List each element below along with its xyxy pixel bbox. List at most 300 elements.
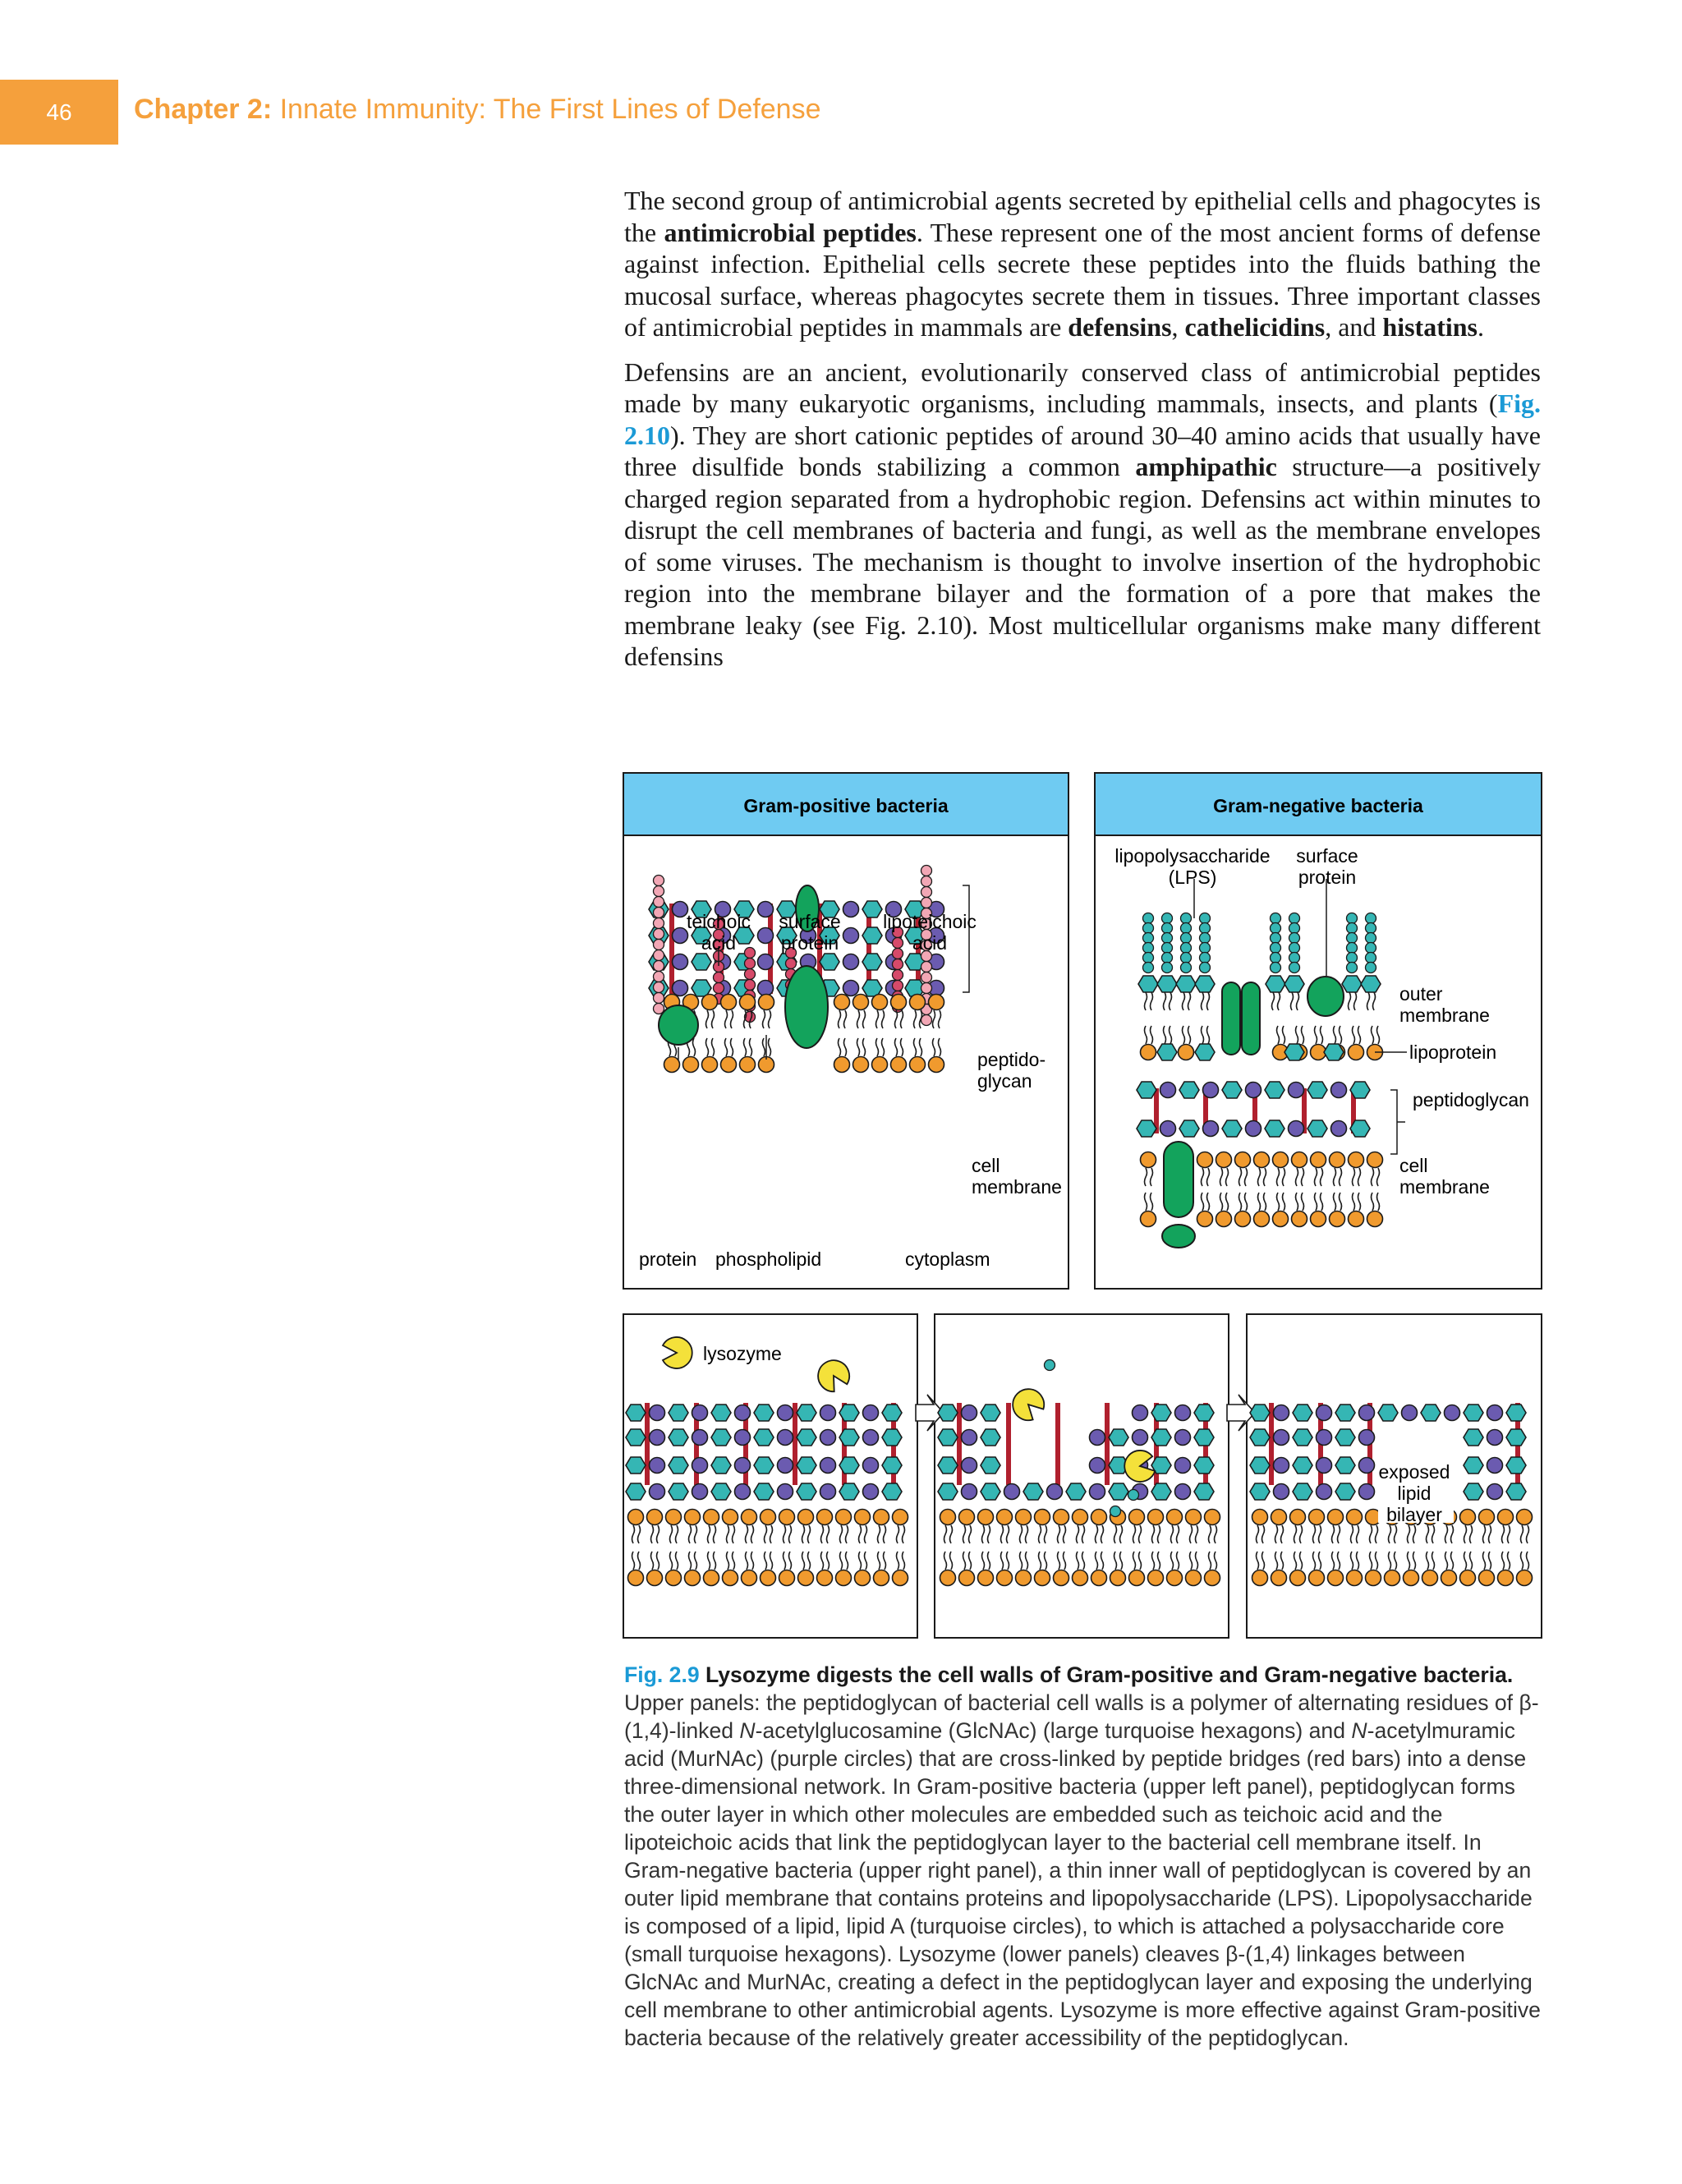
lipid-head: [759, 995, 774, 1010]
murnac-circle: [1317, 1458, 1332, 1474]
murnac-circle: [673, 902, 688, 917]
lipid-head: [704, 1510, 719, 1525]
murnac-circle: [778, 1484, 793, 1500]
glcnac-hexagon: [1194, 1429, 1214, 1446]
lps-core: [1271, 963, 1281, 973]
figure-link[interactable]: Fig. 2.10: [624, 389, 1541, 450]
lipid-head: [1197, 1152, 1213, 1168]
lipid-a: [1176, 976, 1196, 992]
label-membrane: membrane: [972, 1176, 1062, 1198]
lipoteichoic-bead: [893, 970, 903, 981]
murnac-circle: [1487, 1458, 1503, 1474]
glcnac-hexagon: [1250, 1405, 1270, 1421]
lipid-head: [742, 1510, 757, 1525]
glcnac-hexagon: [669, 1429, 688, 1446]
glcnac-hexagon: [669, 1483, 688, 1500]
murnac-circle: [820, 1405, 836, 1421]
glcnac-hexagon: [981, 1457, 1000, 1474]
lipid-head: [853, 1057, 869, 1073]
lps-core: [1347, 963, 1358, 973]
lipid-head: [1517, 1570, 1533, 1586]
lipid-head: [685, 1570, 701, 1586]
lps-core: [1366, 953, 1376, 963]
lipoteichoic-bead: [921, 962, 932, 972]
glcnac-hexagon: [882, 1429, 902, 1446]
glcnac-hexagon: [882, 1405, 902, 1421]
murnac-circle: [650, 1405, 665, 1421]
glcnac-hexagon: [862, 954, 882, 970]
lps-core: [1162, 963, 1173, 973]
lipid-head: [1216, 1212, 1232, 1227]
lipid-head: [1273, 1152, 1289, 1168]
lipoprotein-anchor: [1195, 1044, 1215, 1060]
lps-core: [1347, 953, 1358, 963]
lipid-head: [702, 995, 718, 1010]
lps-core: [1347, 923, 1358, 934]
lipid-head: [1016, 1570, 1032, 1586]
lps-core: [1143, 923, 1154, 934]
body-text: [624, 185, 1541, 686]
lipid-head: [997, 1510, 1013, 1525]
lipid-head: [1186, 1510, 1202, 1525]
glcnac-hexagon: [1137, 1082, 1156, 1098]
glcnac-hexagon: [626, 1405, 646, 1421]
lipid-head: [702, 1057, 718, 1073]
caption-italic: N: [739, 1718, 756, 1743]
murnac-circle: [650, 1458, 665, 1474]
lipid-head: [647, 1510, 663, 1525]
lipid-head: [1054, 1510, 1069, 1525]
murnac-circle: [1274, 1484, 1289, 1500]
murnac-circle: [673, 928, 688, 944]
lysozyme-panels: [623, 1314, 1542, 1638]
lipid-head: [664, 1057, 680, 1073]
glcnac-hexagon: [839, 1429, 859, 1446]
label-lipoteichoic: lipoteichoic: [883, 911, 977, 932]
murnac-circle: [1402, 1405, 1418, 1421]
murnac-circle: [820, 1458, 836, 1474]
text-run: ). They are short cationic peptides of around 30–40 amino acids that usually have three disulfide bonds stabilizing a common: [624, 420, 1541, 481]
murnac-circle: [962, 1405, 977, 1421]
lipid-head: [1235, 1212, 1251, 1227]
glcnac-hexagon: [797, 1429, 816, 1446]
murnac-circle: [735, 1484, 751, 1500]
lipid-head: [1035, 1570, 1050, 1586]
lipid-head: [761, 1510, 776, 1525]
label-lipopolysaccharide: lipopolysaccharide: [1114, 845, 1271, 867]
lipid-head: [874, 1510, 889, 1525]
figure-2-9: [623, 772, 1542, 1639]
murnac-circle: [1317, 1430, 1332, 1446]
glcnac-hexagon: [1109, 1429, 1128, 1446]
glcnac-hexagon: [938, 1429, 958, 1446]
murnac-circle: [820, 1484, 836, 1500]
lipid-head: [1035, 1510, 1050, 1525]
lps-core: [1271, 923, 1281, 934]
lipid-head: [685, 1510, 701, 1525]
glcnac-hexagon: [1464, 1405, 1483, 1421]
lipid-head: [1148, 1570, 1164, 1586]
glcnac-hexagon: [669, 1405, 688, 1421]
murnac-circle: [1317, 1405, 1332, 1421]
lipid-head: [1252, 1510, 1268, 1525]
lipid-head: [1110, 1570, 1126, 1586]
text-run: The second group of antimicrobial agents secreted by epithelial cells and phagocytes is the: [624, 186, 1541, 247]
lipid-head: [855, 1570, 871, 1586]
murnac-circle: [673, 981, 688, 996]
murnac-circle: [758, 928, 774, 944]
label-protein: protein: [1298, 867, 1357, 888]
glcnac-hexagon: [981, 1483, 1000, 1500]
murnac-circle: [843, 902, 859, 917]
lipid-head: [628, 1510, 644, 1525]
lps-core: [1347, 943, 1358, 954]
glcnac-hexagon: [839, 1483, 859, 1500]
lipid-head: [1460, 1570, 1476, 1586]
murnac-circle: [778, 1458, 793, 1474]
membrane-protein: [1164, 1142, 1193, 1217]
glcnac-hexagon: [1023, 1483, 1043, 1500]
label-membrane: membrane: [1399, 1005, 1490, 1026]
lipid-head: [1292, 1152, 1307, 1168]
lipid-a: [1266, 976, 1285, 992]
lipid-head: [910, 995, 926, 1010]
lipid-head: [891, 1057, 907, 1073]
glcnac-hexagon: [1506, 1483, 1526, 1500]
lipid-head: [997, 1570, 1013, 1586]
glcnac-hexagon: [711, 1457, 731, 1474]
lps-core: [1289, 963, 1300, 973]
lipid-head: [1254, 1152, 1270, 1168]
glcnac-hexagon: [626, 1429, 646, 1446]
lipid-head: [978, 1510, 994, 1525]
lipoteichoic-bead: [893, 959, 903, 970]
teichoic-bead: [714, 972, 724, 983]
caption-text: -acetylglucosamine (GlcNAc) (large turquoise hexagons) and: [755, 1718, 1352, 1743]
lipid-head: [1054, 1570, 1069, 1586]
lipid-head: [1141, 1152, 1156, 1168]
lipid-head: [978, 1570, 994, 1586]
murnac-circle: [1175, 1458, 1191, 1474]
murnac-circle: [1274, 1458, 1289, 1474]
murnac-circle: [778, 1405, 793, 1421]
teichoic-bead: [786, 959, 797, 969]
teichoic-bead: [654, 908, 664, 918]
glcnac-fragment: [1128, 1490, 1139, 1501]
lipid-head: [1517, 1510, 1533, 1525]
lipoteichoic-bead: [921, 866, 932, 876]
murnac-circle: [692, 1458, 708, 1474]
teichoic-bead: [654, 961, 664, 972]
lipid-head: [721, 995, 737, 1010]
porin-protein: [1222, 982, 1240, 1055]
label-lipid: lipid: [1397, 1483, 1432, 1504]
lipid-head: [740, 995, 756, 1010]
murnac-circle: [1359, 1484, 1375, 1500]
lps-core: [1347, 913, 1358, 924]
glcnac-hexagon: [1194, 1483, 1214, 1500]
lipid-head: [1498, 1510, 1514, 1525]
lipid-head: [1016, 1510, 1032, 1525]
murnac-circle: [1090, 1484, 1105, 1500]
lipid-a: [1195, 976, 1215, 992]
lipoteichoic-bead: [921, 983, 932, 994]
glcnac-hexagon: [1506, 1457, 1526, 1474]
lipoteichoic-bead: [921, 876, 932, 887]
murnac-circle: [1246, 1083, 1262, 1098]
lipid-head: [798, 1570, 814, 1586]
glcnac-hexagon: [1137, 1120, 1156, 1137]
glcnac-hexagon: [1179, 1120, 1199, 1137]
lipid-head: [872, 995, 888, 1010]
lps-core: [1271, 943, 1281, 954]
murnac-circle: [1175, 1430, 1191, 1446]
lipid-head: [1271, 1570, 1287, 1586]
murnac-circle: [650, 1430, 665, 1446]
label-surface: surface: [1296, 845, 1358, 867]
lipid-head: [929, 1057, 944, 1073]
glcnac-hexagon: [754, 1429, 774, 1446]
lipid-head: [1271, 1510, 1287, 1525]
label-protein: protein: [780, 932, 839, 954]
page-number: 46: [0, 80, 118, 145]
murnac-circle: [843, 981, 859, 996]
lipid-head: [723, 1570, 738, 1586]
glcnac-hexagon: [1506, 1429, 1526, 1446]
lps-core: [1162, 943, 1173, 954]
lipid-head: [1205, 1510, 1220, 1525]
glcnac-hexagon: [1335, 1405, 1355, 1421]
porin-protein: [1242, 982, 1260, 1055]
murnac-circle: [1487, 1484, 1503, 1500]
lipid-head: [893, 1510, 908, 1525]
lipid-head: [1347, 1510, 1363, 1525]
lps-core: [1200, 963, 1211, 973]
label-acid: acid: [912, 932, 948, 954]
teichoic-bead: [714, 983, 724, 994]
lipid-head: [1091, 1570, 1107, 1586]
lipid-head: [940, 1510, 956, 1525]
label-cell: cell: [1399, 1155, 1428, 1176]
lps-core: [1366, 913, 1376, 924]
surface-protein: [1307, 977, 1344, 1016]
lipid-head: [1349, 1045, 1364, 1060]
teichoic-bead: [745, 959, 756, 969]
gram-positive-title: Gram-positive bacteria: [743, 795, 949, 816]
lps-core: [1366, 963, 1376, 973]
glcnac-hexagon: [1194, 1457, 1214, 1474]
murnac-circle: [1359, 1405, 1375, 1421]
lps-core: [1181, 963, 1192, 973]
lipid-head: [1216, 1152, 1232, 1168]
text-run: , and: [1325, 312, 1383, 342]
lipid-head: [834, 1057, 850, 1073]
glcnac-hexagon: [1350, 1082, 1370, 1098]
teichoic-bead: [654, 972, 664, 982]
glcnac-hexagon: [1307, 1120, 1327, 1137]
label-lipoprotein: lipoprotein: [1409, 1041, 1497, 1063]
glcnac-hexagon: [797, 1457, 816, 1474]
glcnac-hexagon: [1464, 1429, 1483, 1446]
murnac-circle: [1203, 1121, 1219, 1137]
lipid-head: [1129, 1510, 1145, 1525]
label-peptidoglycan: peptidoglycan: [1413, 1089, 1529, 1110]
lipid-head: [817, 1570, 833, 1586]
lipid-head: [742, 1570, 757, 1586]
murnac-circle: [758, 981, 774, 996]
caption-text: Upper panels: the peptidoglycan of bacterial cell walls is a polymer of alternating residues of β-(1,4)-linked: [624, 1690, 1539, 1743]
murnac-circle: [863, 1458, 879, 1474]
lipid-a: [1284, 976, 1304, 992]
lps-core: [1143, 943, 1154, 954]
teichoic-bead: [745, 980, 756, 991]
glcnac-hexagon: [669, 1457, 688, 1474]
murnac-circle: [863, 1430, 879, 1446]
caption-number: Fig. 2.9: [624, 1662, 700, 1687]
lipid-head: [1129, 1570, 1145, 1586]
lps-core: [1200, 913, 1211, 924]
glcnac-hexagon: [1307, 1082, 1327, 1098]
glcnac-hexagon: [1265, 1082, 1284, 1098]
murnac-circle: [1175, 1484, 1191, 1500]
glcnac-hexagon: [1194, 1405, 1214, 1421]
lipoteichoic-bead: [921, 1015, 932, 1026]
lipid-head: [723, 1510, 738, 1525]
glcnac-hexagon: [1250, 1483, 1270, 1500]
glcnac-hexagon: [1506, 1405, 1526, 1421]
teichoic-bead: [654, 929, 664, 940]
murnac-circle: [1274, 1430, 1289, 1446]
lipid-head: [683, 1057, 699, 1073]
lipid-head: [1290, 1570, 1306, 1586]
teichoic-bead: [745, 948, 756, 959]
glcnac-hexagon: [1464, 1483, 1483, 1500]
lipid-head: [1367, 1212, 1383, 1227]
glcnac-hexagon: [981, 1429, 1000, 1446]
glcnac-fragment: [1045, 1360, 1055, 1371]
lipid-head: [855, 1510, 871, 1525]
murnac-circle: [735, 1458, 751, 1474]
lps-core: [1366, 923, 1376, 934]
lipid-head: [1347, 1570, 1363, 1586]
glcnac-fragment: [1110, 1506, 1121, 1517]
gram-negative-panel: [1095, 773, 1542, 1289]
caption-title: Lysozyme digests the cell walls of Gram-positive and Gram-negative bacteria.: [699, 1662, 1514, 1687]
glcnac-hexagon: [1151, 1405, 1171, 1421]
lipid-head: [740, 1057, 756, 1073]
lipid-head: [779, 1570, 795, 1586]
lps-core: [1143, 913, 1154, 924]
glcnac-hexagon: [820, 954, 839, 970]
lps-core: [1347, 933, 1358, 944]
glcnac-hexagon: [882, 1457, 902, 1474]
murnac-circle: [1090, 1430, 1105, 1446]
lipid-head: [929, 995, 944, 1010]
glcnac-hexagon: [1293, 1483, 1312, 1500]
murnac-circle: [1246, 1121, 1262, 1137]
glcnac-hexagon: [839, 1457, 859, 1474]
lipid-head: [834, 995, 850, 1010]
lipid-head: [1328, 1510, 1344, 1525]
glcnac-hexagon: [626, 1483, 646, 1500]
glcnac-hexagon: [1250, 1429, 1270, 1446]
lps-core: [1289, 923, 1300, 934]
lipid-head: [874, 1570, 889, 1586]
label-acid: acid: [701, 932, 737, 954]
lipid-head: [1422, 1570, 1438, 1586]
teichoic-bead: [654, 897, 664, 908]
lipid-head: [1498, 1570, 1514, 1586]
term-defensins: defensins: [1068, 312, 1172, 342]
label-peptido: peptido-: [977, 1049, 1046, 1070]
membrane-protein: [1162, 1225, 1195, 1248]
murnac-circle: [863, 1484, 879, 1500]
lps-core: [1289, 933, 1300, 944]
lipid-a: [1138, 976, 1158, 992]
lipoteichoic-bead: [921, 972, 932, 983]
lipid-head: [1148, 1510, 1164, 1525]
lps-core: [1271, 913, 1281, 924]
glcnac-hexagon: [938, 1457, 958, 1474]
glcnac-hexagon: [981, 1405, 1000, 1421]
lipid-head: [1441, 1570, 1457, 1586]
lipid-head: [1167, 1570, 1183, 1586]
murnac-circle: [843, 928, 859, 944]
text-run: structure—a positively charged region separated from a hydrophobic region. Defensins act within minutes to disrupt the cell membranes of bacteria and fungi, as well as the membrane envelopes of some viruses. The mechanism is thought to involve insertion of the hydrophobic region into the membrane bilayer and the formation of a pore that makes the membrane leaky (see Fig. 2.10). Most multicellular organisms make many different defensins: [624, 452, 1541, 671]
glcnac-hexagon: [862, 901, 882, 917]
teichoic-bead: [745, 969, 756, 980]
murnac-circle: [735, 1430, 751, 1446]
lipid-head: [1290, 1510, 1306, 1525]
lipid-head: [1385, 1570, 1400, 1586]
lipid-head: [779, 1510, 795, 1525]
term-histatins: histatins: [1382, 312, 1477, 342]
murnac-circle: [650, 1484, 665, 1500]
murnac-circle: [758, 902, 774, 917]
lipid-head: [1073, 1510, 1088, 1525]
murnac-circle: [962, 1458, 977, 1474]
murnac-circle: [962, 1430, 977, 1446]
lipid-head: [1349, 1212, 1364, 1227]
murnac-circle: [1289, 1121, 1304, 1137]
lipid-head: [940, 1570, 956, 1586]
lps-core: [1162, 933, 1173, 944]
murnac-circle: [962, 1484, 977, 1500]
murnac-circle: [820, 1430, 836, 1446]
murnac-circle: [1487, 1430, 1503, 1446]
teichoic-bead: [654, 993, 664, 1004]
glcnac-hexagon: [692, 954, 711, 970]
glcnac-hexagon: [1222, 1082, 1242, 1098]
membrane-protein: [785, 966, 828, 1048]
lipoteichoic-bead: [893, 938, 903, 949]
caption-text: -acetylmuramic acid (MurNAc) (purple circles) that are cross-linked by peptide bridges (red bars) into a dense three-dimensional network. In Gram-positive bacteria (upper left panel), peptidoglycan forms the outer layer in which other molecules are embedded such as teichoic acid and the lipoteichoic acids that link the peptidoglycan layer to the bacterial cell membrane itself. In Gram-negative bacteria (upper right panel), a thin inner wall of peptidoglycan is covered by an outer lipid membrane that contains proteins and lipopolysaccharide (LPS). Lipopolysaccharide is composed of a lipid, lipid A (turquoise circles), to which is attached a polysaccharide core (small turquoise hexagons). Lysozyme (lower panels) cleaves β-(1,4) linkages between GlcNAc and MurNAc, creating a defect in the peptidoglycan layer and exposing the underlying cell membrane to other antimicrobial agents. Lysozyme is more effective against Gram-positive bacteria because of the relatively greater accessibility of the peptidoglycan.: [624, 1718, 1541, 2050]
murnac-circle: [1289, 1083, 1304, 1098]
lipid-head: [1254, 1212, 1270, 1227]
lps-core: [1162, 923, 1173, 934]
text-run: ,: [1171, 312, 1185, 342]
lipid-head: [1141, 1045, 1156, 1060]
teichoic-bead: [654, 886, 664, 897]
lps-core: [1200, 953, 1211, 963]
glcnac-hexagon: [626, 1457, 646, 1474]
chapter-header: [134, 94, 821, 130]
murnac-circle: [1445, 1405, 1460, 1421]
glcnac-hexagon: [1464, 1457, 1483, 1474]
lipid-head: [836, 1570, 852, 1586]
lps-core: [1181, 923, 1192, 934]
glcnac-hexagon: [797, 1483, 816, 1500]
